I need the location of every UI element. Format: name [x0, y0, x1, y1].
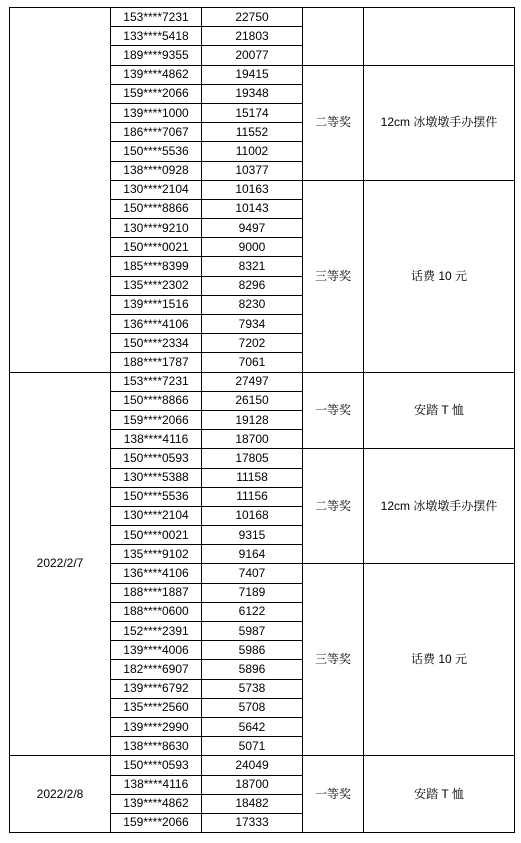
prize-level-cell	[303, 8, 364, 66]
phone-cell: 139****4006	[111, 641, 202, 660]
phone-cell: 153****7231	[111, 8, 202, 27]
phone-cell: 130****2104	[111, 506, 202, 525]
prize-gift-cell: 话费 10 元	[364, 180, 515, 372]
phone-cell: 135****9102	[111, 545, 202, 564]
phone-cell: 139****1000	[111, 103, 202, 122]
score-cell: 8321	[202, 257, 303, 276]
prize-gift-cell: 话费 10 元	[364, 564, 515, 756]
phone-cell: 135****2302	[111, 276, 202, 295]
score-cell: 18700	[202, 775, 303, 794]
phone-cell: 139****2990	[111, 717, 202, 736]
prize-gift-cell	[364, 8, 515, 66]
phone-cell: 150****8866	[111, 391, 202, 410]
score-cell: 11002	[202, 142, 303, 161]
score-cell: 21803	[202, 27, 303, 46]
phone-cell: 139****4862	[111, 794, 202, 813]
phone-cell: 136****4106	[111, 564, 202, 583]
prize-level-cell: 三等奖	[303, 180, 364, 372]
phone-cell: 130****2104	[111, 180, 202, 199]
prize-gift-cell: 安踏 T 恤	[364, 756, 515, 833]
prize-gift-cell: 12cm 冰墩墩手办摆件	[364, 449, 515, 564]
prize-gift-cell: 安踏 T 恤	[364, 372, 515, 449]
score-cell: 11158	[202, 468, 303, 487]
phone-cell: 150****5536	[111, 142, 202, 161]
score-cell: 6122	[202, 602, 303, 621]
phone-cell: 150****5536	[111, 487, 202, 506]
score-cell: 17333	[202, 813, 303, 832]
score-cell: 7189	[202, 583, 303, 602]
score-cell: 5071	[202, 737, 303, 756]
phone-cell: 150****0593	[111, 449, 202, 468]
score-cell: 15174	[202, 103, 303, 122]
score-cell: 7407	[202, 564, 303, 583]
phone-cell: 130****9210	[111, 219, 202, 238]
score-cell: 5896	[202, 660, 303, 679]
prize-level-cell: 二等奖	[303, 449, 364, 564]
phone-cell: 159****2066	[111, 84, 202, 103]
phone-cell: 150****0021	[111, 238, 202, 257]
score-cell: 22750	[202, 8, 303, 27]
score-cell: 9164	[202, 545, 303, 564]
score-cell: 17805	[202, 449, 303, 468]
score-cell: 9497	[202, 219, 303, 238]
score-cell: 9000	[202, 238, 303, 257]
phone-cell: 150****2334	[111, 334, 202, 353]
date-cell: 2022/2/8	[10, 756, 111, 833]
score-cell: 8230	[202, 295, 303, 314]
score-cell: 20077	[202, 46, 303, 65]
phone-cell: 186****7067	[111, 123, 202, 142]
score-cell: 9315	[202, 526, 303, 545]
phone-cell: 159****2066	[111, 813, 202, 832]
phone-cell: 138****4116	[111, 430, 202, 449]
phone-cell: 150****0021	[111, 526, 202, 545]
prize-gift-cell: 12cm 冰墩墩手办摆件	[364, 65, 515, 180]
phone-cell: 188****1887	[111, 583, 202, 602]
phone-cell: 130****5388	[111, 468, 202, 487]
phone-cell: 138****4116	[111, 775, 202, 794]
score-cell: 18700	[202, 430, 303, 449]
phone-cell: 152****2391	[111, 622, 202, 641]
score-cell: 18482	[202, 794, 303, 813]
phone-cell: 150****8866	[111, 199, 202, 218]
phone-cell: 182****6907	[111, 660, 202, 679]
prize-level-cell: 一等奖	[303, 756, 364, 833]
score-cell: 19415	[202, 65, 303, 84]
date-cell	[10, 8, 111, 373]
phone-cell: 189****9355	[111, 46, 202, 65]
phone-cell: 139****1516	[111, 295, 202, 314]
table-row	[10, 372, 515, 391]
phone-cell: 188****0600	[111, 602, 202, 621]
score-cell: 19348	[202, 84, 303, 103]
score-cell: 7202	[202, 334, 303, 353]
score-cell: 10143	[202, 199, 303, 218]
winners-table-body	[10, 8, 515, 833]
prize-level-cell: 二等奖	[303, 65, 364, 180]
score-cell: 5708	[202, 698, 303, 717]
score-cell: 7061	[202, 353, 303, 372]
score-cell: 7934	[202, 315, 303, 334]
phone-cell: 139****6792	[111, 679, 202, 698]
score-cell: 5738	[202, 679, 303, 698]
phone-cell: 188****1787	[111, 353, 202, 372]
score-cell: 8296	[202, 276, 303, 295]
prize-level-cell: 三等奖	[303, 564, 364, 756]
score-cell: 27497	[202, 372, 303, 391]
score-cell: 11552	[202, 123, 303, 142]
prize-level-cell: 一等奖	[303, 372, 364, 449]
score-cell: 5986	[202, 641, 303, 660]
table-row	[10, 8, 515, 27]
date-cell: 2022/2/7	[10, 372, 111, 756]
phone-cell: 138****0928	[111, 161, 202, 180]
phone-cell: 153****7231	[111, 372, 202, 391]
score-cell: 26150	[202, 391, 303, 410]
phone-cell: 133****5418	[111, 27, 202, 46]
winners-table	[9, 7, 515, 833]
score-cell: 10163	[202, 180, 303, 199]
score-cell: 5987	[202, 622, 303, 641]
phone-cell: 150****0593	[111, 756, 202, 775]
phone-cell: 139****4862	[111, 65, 202, 84]
score-cell: 10377	[202, 161, 303, 180]
phone-cell: 135****2560	[111, 698, 202, 717]
phone-cell: 159****2066	[111, 410, 202, 429]
score-cell: 24049	[202, 756, 303, 775]
score-cell: 5642	[202, 717, 303, 736]
phone-cell: 185****8399	[111, 257, 202, 276]
score-cell: 10168	[202, 506, 303, 525]
score-cell: 19128	[202, 410, 303, 429]
score-cell: 11156	[202, 487, 303, 506]
table-row	[10, 756, 515, 775]
phone-cell: 138****8630	[111, 737, 202, 756]
phone-cell: 136****4106	[111, 315, 202, 334]
